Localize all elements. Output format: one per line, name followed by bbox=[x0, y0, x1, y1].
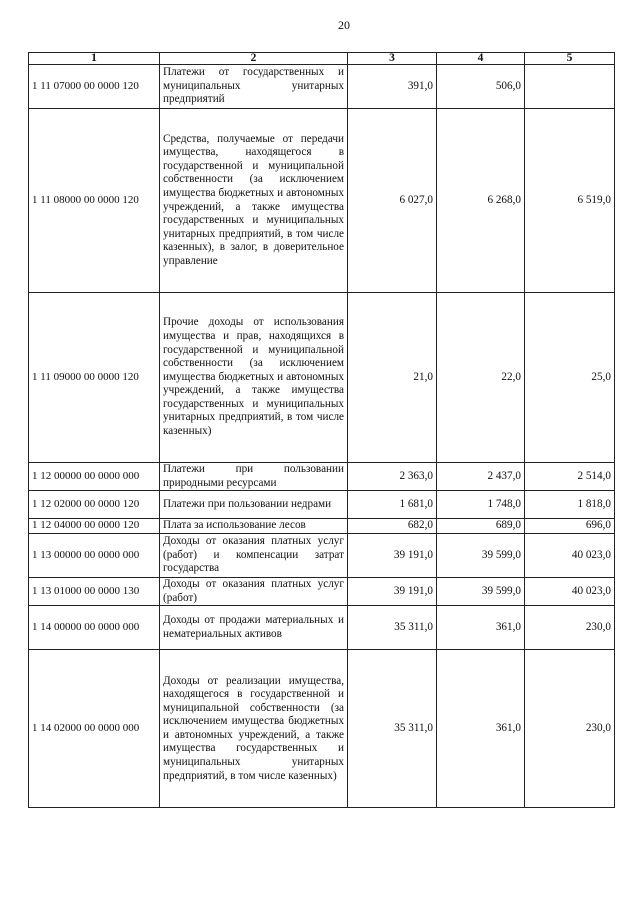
value-col5: 6 519,0 bbox=[525, 109, 615, 293]
table-row bbox=[29, 491, 615, 519]
column-header-year1: 3 bbox=[348, 53, 437, 65]
revenue-code: 1 12 02000 00 0000 120 bbox=[29, 491, 160, 519]
value-col3: 35 311,0 bbox=[348, 650, 437, 808]
value-col5 bbox=[525, 65, 615, 109]
revenue-name: Платежи от государственных и муниципальных унитарных предприятий bbox=[160, 65, 348, 109]
table-row bbox=[29, 650, 615, 808]
revenue-code: 1 11 07000 00 0000 120 bbox=[29, 65, 160, 109]
column-header-code: 1 bbox=[29, 53, 160, 65]
value-col4: 22,0 bbox=[437, 293, 525, 463]
value-col4: 2 437,0 bbox=[437, 463, 525, 491]
value-col4: 689,0 bbox=[437, 519, 525, 534]
value-col3: 682,0 bbox=[348, 519, 437, 534]
value-col5: 40 023,0 bbox=[525, 578, 615, 606]
revenue-name: Плата за использование лесов bbox=[160, 519, 348, 534]
column-header-year3: 5 bbox=[525, 53, 615, 65]
value-col4: 506,0 bbox=[437, 65, 525, 109]
revenue-name: Доходы от реализации имущества, находящегося в государственной и муниципальной собственности (за исключением имущества бюджетных и автономных учреждений, а также имущества государственных и муниципальных унитарных предприятий, в том числе казенных) bbox=[160, 650, 348, 808]
value-col3: 35 311,0 bbox=[348, 606, 437, 650]
value-col4: 361,0 bbox=[437, 650, 525, 808]
column-header-year2: 4 bbox=[437, 53, 525, 65]
value-col5: 230,0 bbox=[525, 650, 615, 808]
revenue-name: Платежи при пользовании недрами bbox=[160, 491, 348, 519]
value-col3: 39 191,0 bbox=[348, 534, 437, 578]
value-col4: 361,0 bbox=[437, 606, 525, 650]
revenue-name: Платежи при пользовании природными ресурсами bbox=[160, 463, 348, 491]
revenue-name: Прочие доходы от использования имущества и прав, находящихся в государственной и муниципальной собственности (за исключением имущества бюджетных и автономных учреждений, а также имущества государственных и муниципальных унитарных предприятий, в том числе казенных) bbox=[160, 293, 348, 463]
value-col5: 1 818,0 bbox=[525, 491, 615, 519]
revenue-name: Доходы от продажи материальных и нематериальных активов bbox=[160, 606, 348, 650]
value-col4: 39 599,0 bbox=[437, 578, 525, 606]
table-row bbox=[29, 293, 615, 463]
value-col4: 39 599,0 bbox=[437, 534, 525, 578]
revenue-code: 1 14 00000 00 0000 000 bbox=[29, 606, 160, 650]
table-row bbox=[29, 463, 615, 491]
table-row bbox=[29, 65, 615, 109]
value-col5: 696,0 bbox=[525, 519, 615, 534]
value-col5: 25,0 bbox=[525, 293, 615, 463]
table-header-row bbox=[29, 53, 615, 65]
value-col4: 6 268,0 bbox=[437, 109, 525, 293]
value-col5: 230,0 bbox=[525, 606, 615, 650]
revenue-code: 1 13 00000 00 0000 000 bbox=[29, 534, 160, 578]
page-number: 20 bbox=[338, 18, 350, 32]
revenue-name: Доходы от оказания платных услуг (работ) bbox=[160, 578, 348, 606]
value-col4: 1 748,0 bbox=[437, 491, 525, 519]
revenue-code: 1 11 09000 00 0000 120 bbox=[29, 293, 160, 463]
budget-revenue-table bbox=[28, 52, 615, 808]
revenue-code: 1 12 00000 00 0000 000 bbox=[29, 463, 160, 491]
revenue-code: 1 11 08000 00 0000 120 bbox=[29, 109, 160, 293]
table-row bbox=[29, 578, 615, 606]
revenue-code: 1 13 01000 00 0000 130 bbox=[29, 578, 160, 606]
revenue-name: Доходы от оказания платных услуг (работ) и компенсации затрат государства bbox=[160, 534, 348, 578]
value-col3: 391,0 bbox=[348, 65, 437, 109]
column-header-name: 2 bbox=[160, 53, 348, 65]
table-row bbox=[29, 534, 615, 578]
value-col3: 21,0 bbox=[348, 293, 437, 463]
table-row bbox=[29, 519, 615, 534]
value-col3: 6 027,0 bbox=[348, 109, 437, 293]
value-col3: 2 363,0 bbox=[348, 463, 437, 491]
table-row bbox=[29, 606, 615, 650]
value-col5: 2 514,0 bbox=[525, 463, 615, 491]
revenue-code: 1 12 04000 00 0000 120 bbox=[29, 519, 160, 534]
value-col3: 39 191,0 bbox=[348, 578, 437, 606]
value-col5: 40 023,0 bbox=[525, 534, 615, 578]
revenue-name: Средства, получаемые от передачи имущества, находящегося в государственной и муниципальной собственности (за исключением имущества бюджетных и автономных учреждений, а также имущества государственных и муниципальных унитарных предприятий, в том числе казенных), в залог, в доверительное управление bbox=[160, 109, 348, 293]
revenue-code: 1 14 02000 00 0000 000 bbox=[29, 650, 160, 808]
value-col3: 1 681,0 bbox=[348, 491, 437, 519]
table-row bbox=[29, 109, 615, 293]
